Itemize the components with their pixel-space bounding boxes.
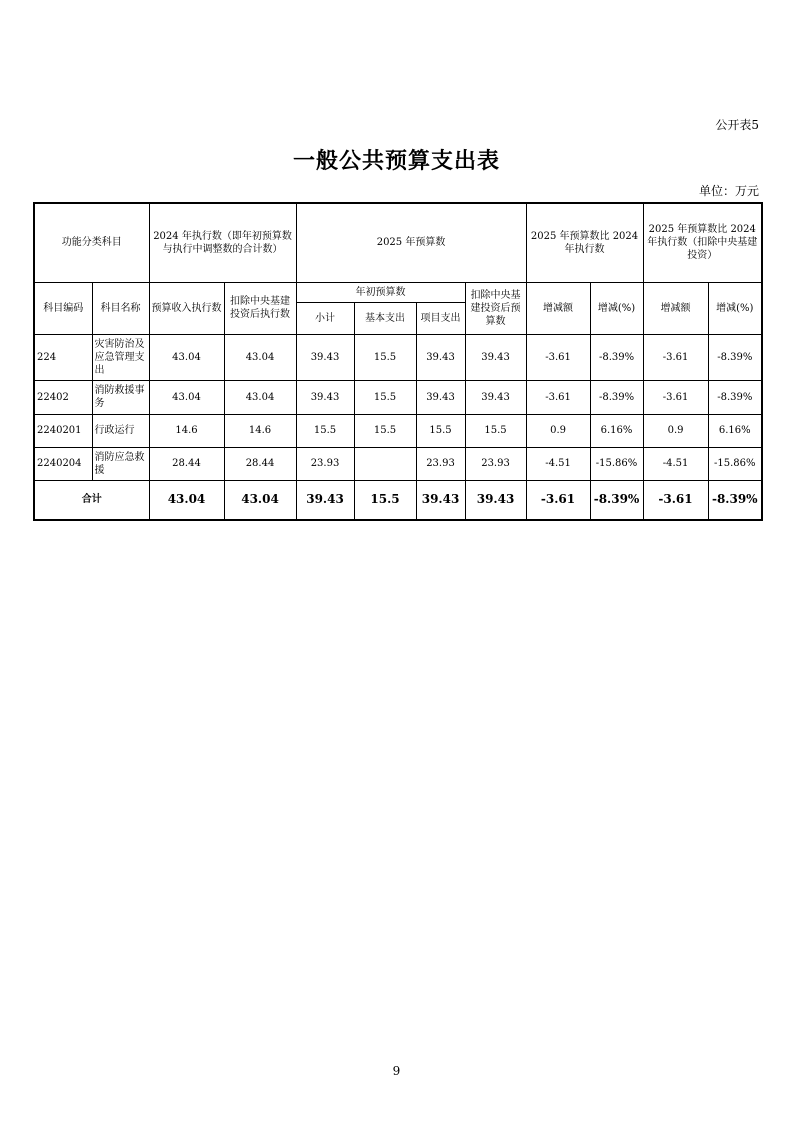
row-change-percent: -15.86% [590, 447, 643, 480]
row-project: 39.43 [416, 380, 465, 414]
table-row [34, 414, 762, 447]
total-budget-excl: 39.43 [465, 480, 526, 520]
row-change-amount: -3.61 [526, 334, 590, 380]
row-subtotal: 39.43 [296, 380, 354, 414]
header-row-2 [34, 282, 762, 302]
row-budget-excl: 39.43 [465, 334, 526, 380]
row-project: 23.93 [416, 447, 465, 480]
header-budget-2025: 2025 年预算数 [296, 203, 526, 282]
row-name: 灾害防治及应急管理支出 [92, 334, 149, 380]
row-code: 22402 [34, 380, 92, 414]
total-row [34, 480, 762, 520]
total-change-amount: -3.61 [526, 480, 590, 520]
row-change-percent-excl: -8.39% [708, 334, 762, 380]
row-exec-income: 43.04 [149, 334, 224, 380]
total-label: 合计 [34, 480, 149, 520]
row-subtotal: 39.43 [296, 334, 354, 380]
total-change-percent: -8.39% [590, 480, 643, 520]
total-change-amount-excl: -3.61 [643, 480, 708, 520]
row-change-percent: -8.39% [590, 334, 643, 380]
row-project: 39.43 [416, 334, 465, 380]
table-row [34, 447, 762, 480]
row-change-amount-excl: 0.9 [643, 414, 708, 447]
header-compare-excl: 2025 年预算数比 2024 年执行数（扣除中央基建投资） [643, 203, 762, 282]
row-budget-excl: 39.43 [465, 380, 526, 414]
row-name: 行政运行 [92, 414, 149, 447]
row-code: 224 [34, 334, 92, 380]
header-basic: 基本支出 [354, 302, 416, 334]
row-project: 15.5 [416, 414, 465, 447]
total-change-percent-excl: -8.39% [708, 480, 762, 520]
unit-label: 单位：万元 [698, 184, 759, 198]
budget-table [33, 202, 763, 521]
header-exec-income: 预算收入执行数 [149, 282, 224, 334]
header-compare-exec: 2025 年预算数比 2024 年执行数 [526, 203, 643, 282]
row-exec-income: 43.04 [149, 380, 224, 414]
total-exec-income: 43.04 [149, 480, 224, 520]
row-exec-income: 28.44 [149, 447, 224, 480]
header-change-amount-excl: 增减额 [643, 282, 708, 334]
header-code: 科目编码 [34, 282, 92, 334]
header-exec-excl: 扣除中央基建投资后执行数 [224, 282, 296, 334]
row-exec-income: 14.6 [149, 414, 224, 447]
document-label: 公开表5 [715, 118, 759, 132]
total-subtotal: 39.43 [296, 480, 354, 520]
row-exec-excl: 43.04 [224, 380, 296, 414]
row-code: 2240201 [34, 414, 92, 447]
row-exec-excl: 43.04 [224, 334, 296, 380]
row-name: 消防救援事务 [92, 380, 149, 414]
row-change-percent: 6.16% [590, 414, 643, 447]
row-budget-excl: 15.5 [465, 414, 526, 447]
header-row-1 [34, 203, 762, 282]
row-change-amount-excl: -3.61 [643, 334, 708, 380]
row-budget-excl: 23.93 [465, 447, 526, 480]
row-basic: 15.5 [354, 414, 416, 447]
row-subtotal: 15.5 [296, 414, 354, 447]
header-change-amount: 增减额 [526, 282, 590, 334]
row-change-percent-excl: 6.16% [708, 414, 762, 447]
row-code: 2240204 [34, 447, 92, 480]
row-change-amount: -4.51 [526, 447, 590, 480]
row-change-amount: 0.9 [526, 414, 590, 447]
header-exec-2024: 2024 年执行数（即年初预算数与执行中调整数的合计数） [149, 203, 296, 282]
table-row [34, 380, 762, 414]
row-change-percent-excl: -8.39% [708, 380, 762, 414]
row-basic: 15.5 [354, 334, 416, 380]
header-change-percent: 增减(%) [590, 282, 643, 334]
total-project: 39.43 [416, 480, 465, 520]
total-exec-excl: 43.04 [224, 480, 296, 520]
row-basic: 15.5 [354, 380, 416, 414]
row-subtotal: 23.93 [296, 447, 354, 480]
total-basic: 15.5 [354, 480, 416, 520]
row-change-amount: -3.61 [526, 380, 590, 414]
row-basic [354, 447, 416, 480]
row-change-amount-excl: -4.51 [643, 447, 708, 480]
header-project: 项目支出 [416, 302, 465, 334]
row-change-amount-excl: -3.61 [643, 380, 708, 414]
row-change-percent: -8.39% [590, 380, 643, 414]
page-title: 一般公共预算支出表 [292, 149, 500, 174]
header-func-category: 功能分类科目 [34, 203, 149, 282]
header-change-percent-excl: 增减(%) [708, 282, 762, 334]
page-number: 9 [392, 1064, 401, 1078]
header-name: 科目名称 [92, 282, 149, 334]
header-budget-excl: 扣除中央基建投资后预算数 [465, 282, 526, 334]
row-change-percent-excl: -15.86% [708, 447, 762, 480]
header-subtotal: 小计 [296, 302, 354, 334]
row-name: 消防应急救援 [92, 447, 149, 480]
row-exec-excl: 28.44 [224, 447, 296, 480]
table-row [34, 334, 762, 380]
row-exec-excl: 14.6 [224, 414, 296, 447]
header-initial-budget: 年初预算数 [296, 282, 465, 302]
